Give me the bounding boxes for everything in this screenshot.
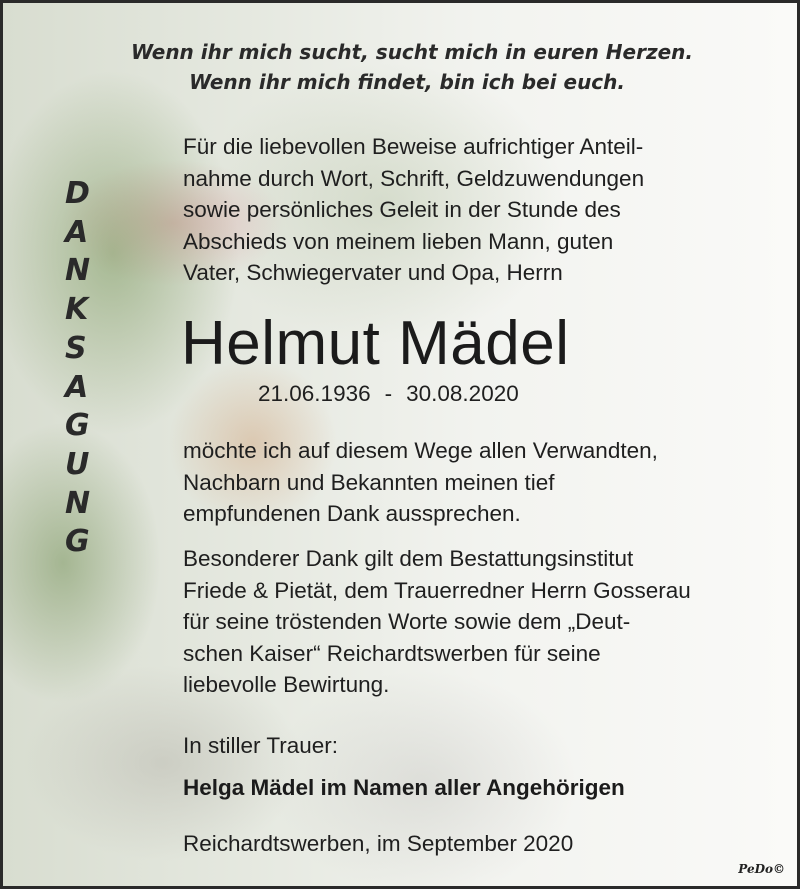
vertical-title-danksagung	[65, 175, 121, 562]
life-dates	[258, 381, 519, 407]
title-letter: U	[65, 446, 90, 482]
text-line: Abschieds von meinem lieben Mann, guten	[183, 228, 614, 254]
credit-mark: PeDo©	[738, 862, 785, 876]
thanks-paragraph	[183, 435, 658, 530]
text-line: sowie persönliches Geleit in der Stunde des	[183, 197, 621, 222]
mourning-label: In stiller Trauer:	[183, 733, 339, 758]
title-letter: G	[65, 524, 90, 560]
text-line: empfundenen Dank aussprechen.	[183, 501, 521, 526]
place-date: Reichardtswerben, im September 2020	[183, 831, 574, 856]
date-separator: -	[384, 381, 393, 406]
death-date: 30.08.2020	[406, 381, 519, 406]
text-line: Nachbarn und Bekannten meinen tief	[183, 469, 555, 495]
text-line: möchte ich auf diesem Wege allen Verwandten,	[183, 438, 658, 463]
title-letter: S	[65, 330, 87, 366]
special-thanks-paragraph	[183, 543, 691, 701]
text-line: für seine tröstenden Worte sowie dem „Deut-	[183, 609, 631, 634]
text-line: Für die liebevollen Beweise aufrichtiger Anteil-	[183, 134, 644, 159]
title-letter: N	[65, 253, 91, 289]
text-line: Besonderer Dank gilt dem Bestattungsinstitut	[183, 546, 634, 571]
title-letter: N	[65, 485, 91, 521]
motto-line-1: Wenn ihr mich sucht, sucht mich in euren Herzen.	[130, 40, 693, 64]
birth-date: 21.06.1936	[258, 381, 371, 406]
text-line: Vater, Schwiegervater und Opa, Herrn	[183, 260, 563, 285]
text-line: nahme durch Wort, Schrift, Geldzuwendungen	[183, 165, 645, 191]
title-letter: D	[65, 176, 90, 211]
title-letter: A	[65, 214, 89, 250]
title-letter: G	[65, 408, 90, 444]
title-letter: K	[65, 292, 89, 328]
intro-paragraph	[183, 131, 644, 289]
text-line: Friede & Pietät, dem Trauerredner Herrn Gosserau	[183, 577, 691, 603]
deceased-name: Helmut Mädel	[181, 309, 570, 378]
text-line: schen Kaiser“ Reichardtswerben für seine	[183, 640, 601, 666]
signature: Helga Mädel im Namen aller Angehörigen	[183, 775, 625, 800]
motto-line-2: Wenn ihr mich findet, bin ich bei euch.	[189, 70, 625, 94]
title-letter: A	[65, 369, 89, 405]
text-line: liebevolle Bewirtung.	[183, 672, 390, 697]
